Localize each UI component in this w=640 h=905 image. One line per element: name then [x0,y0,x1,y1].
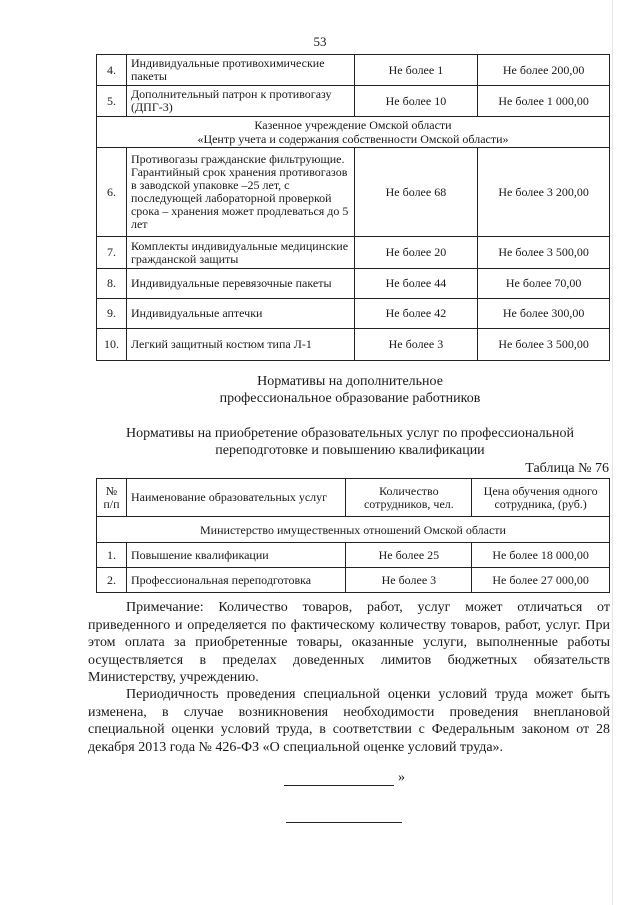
section-title-line: профессиональное образование работников [219,391,481,406]
section-title [60,373,640,407]
item-name: Комплекты индивидуальные медицинские гражданской защиты [126,237,354,269]
table-row [97,329,610,361]
row-number: 8. [97,269,127,299]
item-name: Легкий защитный костюм типа Л-1 [126,329,354,361]
service-price: Не более 18 000,00 [472,543,610,568]
table-section-header [97,117,610,148]
section-header-line: Казенное учреждение Омской области [254,118,452,132]
signature-line [284,785,394,786]
subtitle-line: переподготовке и повышению квалификации [215,443,485,458]
row-number: 7. [97,237,127,269]
header-qty: Количество сотрудников, чел. [346,479,472,517]
item-price: Не более 3 500,00 [478,329,610,361]
section-header-cell: Министерство имущественных отношений Омской области [97,517,610,543]
table-row [97,148,610,237]
service-name: Повышение квалификации [126,543,346,568]
education-services-table [96,478,610,593]
note-paragraph: Примечание: Количество товаров, работ, услуг может отличаться от приведенного и определяется по фактическому количеству товаров, работ, услуг. При этом оплата за приобретенные товары, оказанные услуги, выполненные работы осуществляется в пределах доведенных лимитов бюджетных обязательств Министерству, учреждению. [88,600,610,685]
section-title-line: Нормативы на дополнительное [257,374,443,389]
table-caption: Таблица № 76 [525,461,609,476]
item-price: Не более 1 000,00 [478,86,610,117]
section-header-cell [97,117,610,148]
table-row [97,55,610,86]
service-quantity: Не более 25 [346,543,472,568]
closing-quote: » [398,770,405,785]
row-number: 4. [97,55,127,86]
item-price: Не более 3 500,00 [478,237,610,269]
item-name: Противогазы гражданские фильтрующие. Гарантийный срок хранения противогазов в заводской упаковке –25 лет, с последующей лабораторной проверкой срока – хранения может продлеваться до 5 лет [126,148,354,237]
table-header-row [97,479,610,517]
item-name: Дополнительный патрон к противогазу (ДПГ-3) [126,86,354,117]
header-price: Цена обучения одного сотрудника, (руб.) [472,479,610,517]
row-number: 9. [97,299,127,329]
equipment-table [96,54,610,361]
row-number: 2. [97,568,127,593]
item-name: Индивидуальные перевязочные пакеты [126,269,354,299]
item-quantity: Не более 20 [354,237,478,269]
table-row [97,269,610,299]
item-name: Индивидуальные аптечки [126,299,354,329]
service-name: Профессиональная переподготовка [126,568,346,593]
item-price: Не более 300,00 [478,299,610,329]
item-quantity: Не более 3 [354,329,478,361]
table-row [97,237,610,269]
periodicity-paragraph: Периодичность проведения специальной оценки условий труда может быть изменена, в случае возникновения необходимости проведения внеплановой специальной оценки условий труда, в соответствии с Федеральным законом от 28 декабря 2013 года № 426-ФЗ «О специальной оценке условий труда». [88,687,610,755]
section-header-line: «Центр учета и содержания собственности Омской области» [197,132,509,146]
service-quantity: Не более 3 [346,568,472,593]
item-quantity: Не более 44 [354,269,478,299]
item-quantity: Не более 68 [354,148,478,237]
item-quantity: Не более 10 [354,86,478,117]
row-number: 5. [97,86,127,117]
table-row [97,86,610,117]
table-row [97,299,610,329]
item-quantity: Не более 42 [354,299,478,329]
separator-line [286,822,402,823]
subtitle-line: Нормативы на приобретение образовательных услуг по профессиональной [125,426,575,441]
table-section-header [97,517,610,543]
header-num: № п/п [97,479,127,517]
item-price: Не более 70,00 [478,269,610,299]
item-price: Не более 200,00 [478,55,610,86]
item-price: Не более 3 200,00 [478,148,610,237]
table-row [97,568,610,593]
table-row [97,543,610,568]
page-number: 53 [313,34,327,49]
item-name: Индивидуальные противохимические пакеты [126,55,354,86]
row-number: 1. [97,543,127,568]
row-number: 6. [97,148,127,237]
header-name: Наименование образовательных услуг [126,479,346,517]
item-quantity: Не более 1 [354,55,478,86]
subtitle [60,425,640,459]
service-price: Не более 27 000,00 [472,568,610,593]
row-number: 10. [97,329,127,361]
